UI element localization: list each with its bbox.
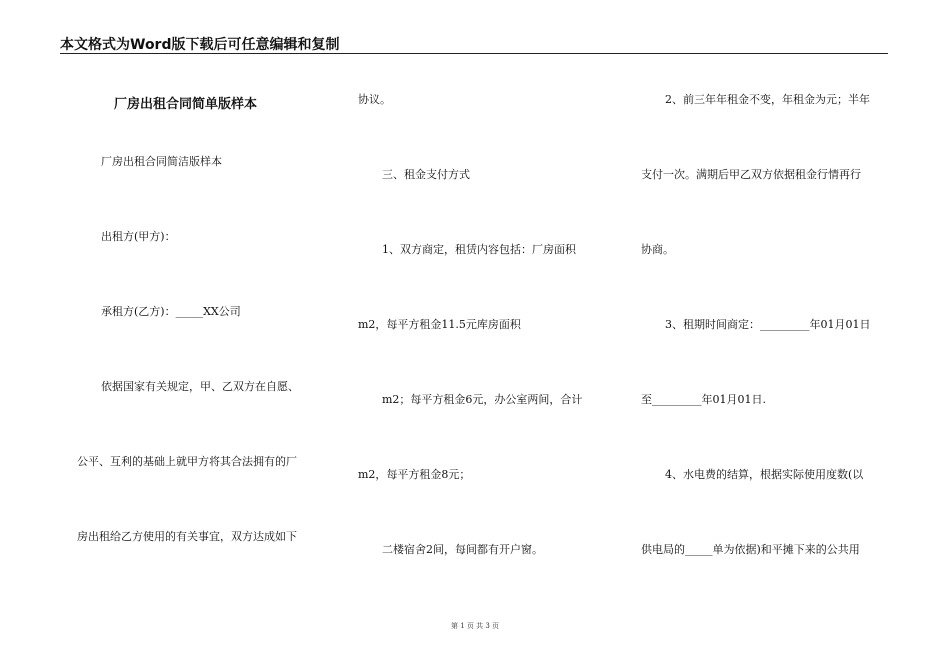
paragraph-line: 房出租给乙方使用的有关事宜，双方达成如下 bbox=[77, 530, 297, 543]
header-banner: 本文格式为Word版下载后可任意编辑和复制 bbox=[60, 37, 340, 53]
paragraph-line: 3、租期时间商定：_________年01月01日 bbox=[665, 318, 871, 331]
paragraph-line: m2，每平方租金8元； bbox=[358, 468, 471, 481]
section-heading: 三、租金支付方式 bbox=[382, 168, 470, 181]
paragraph-line: 二楼宿舍2间，每间都有开户窗。 bbox=[382, 543, 543, 556]
paragraph-line: 依据国家有关规定，甲、乙双方在自愿、 bbox=[101, 380, 299, 393]
document-header bbox=[60, 34, 888, 54]
paragraph-line: m2，每平方租金11.5元库房面积 bbox=[358, 318, 521, 331]
paragraph-line: 出租方(甲方)： bbox=[101, 230, 176, 243]
paragraph-line: m2；每平方租金6元，办公室两间，合计 bbox=[382, 393, 583, 406]
paragraph-line: 承租方(乙方)：_____XX公司 bbox=[101, 305, 241, 318]
paragraph-line: 厂房出租合同简洁版样本 bbox=[101, 155, 222, 168]
paragraph-line: 支付一次。满期后甲乙双方依据租金行情再行 bbox=[641, 168, 861, 181]
paragraph-line: 4、水电费的结算，根据实际使用度数(以 bbox=[665, 468, 864, 481]
page-number: 第 1 页 共 3 页 bbox=[450, 622, 500, 630]
paragraph-line: 协商。 bbox=[641, 243, 674, 256]
paragraph-line: 至_________年01月01日. bbox=[641, 393, 766, 406]
paragraph-line: 供电局的_____单为依据)和平摊下来的公共用 bbox=[641, 543, 860, 556]
document-title: 厂房出租合同简单版样本 bbox=[114, 97, 258, 112]
paragraph-line: 协议。 bbox=[358, 93, 391, 106]
paragraph-line: 公平、互利的基础上就甲方将其合法拥有的厂 bbox=[77, 455, 297, 468]
paragraph-line: 2、前三年年租金不变，年租金为元；半年 bbox=[665, 93, 870, 106]
paragraph-line: 1、双方商定，租赁内容包括：厂房面积 bbox=[382, 243, 576, 256]
